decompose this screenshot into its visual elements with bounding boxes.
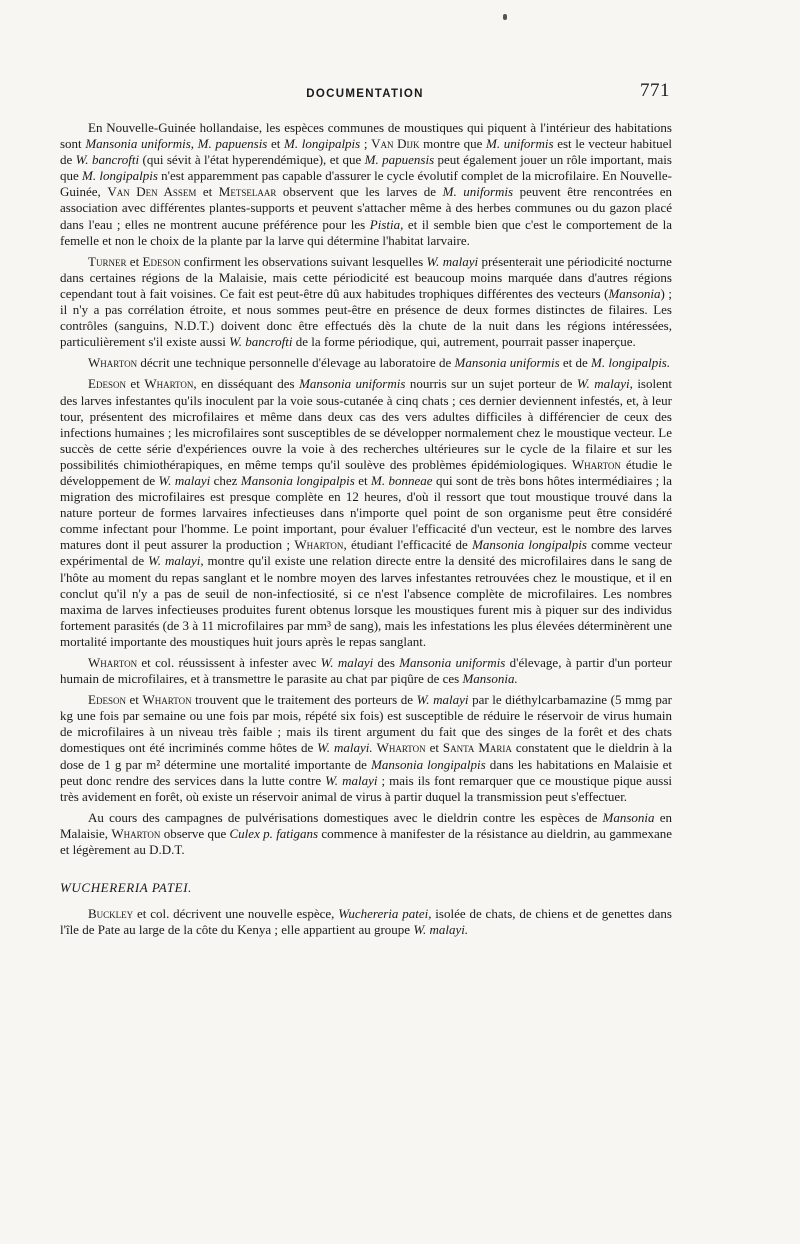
author-name: Edeson <box>88 376 126 392</box>
paragraph <box>60 355 672 371</box>
author-name: Wharton <box>88 655 138 670</box>
text-run: n'est apparemment pas capable d'assurer le cycle évolutif complet de la microfilaire. En Nouvelle-Guinée, <box>60 168 672 200</box>
text-run: et <box>354 472 372 488</box>
author-name: Turner <box>88 253 127 269</box>
author-name: Santa Maria <box>442 740 512 756</box>
author-name: Edeson <box>142 253 181 269</box>
italic-run: Mansonia uniformis, M. papuensis <box>85 136 268 152</box>
italic-run: Wuchereria patei, <box>338 906 432 922</box>
text-run: (qui sévit à l'état hyperendémique), et que <box>139 152 365 168</box>
running-head: DOCUMENTATION <box>306 88 424 100</box>
text-run: Au cours des campagnes de pulvérisations domestiques avec le dieldrin contre les espèces de <box>88 809 603 825</box>
text-run: ; <box>360 136 372 152</box>
text-run: En Nouvelle-Guinée hollandaise, les espèces communes de moustiques qui piquent à l'intérieur des habitations sont <box>60 120 672 152</box>
italic-run: W. malayi <box>576 376 630 392</box>
text-run: et <box>196 184 219 200</box>
text-run: isolée de chats, de chiens et de genettes dans l'île de Pate au large de la côte du Kenya ; elle appartient au groupe <box>60 906 672 938</box>
text-run: ) ; il n'y a pas corrélation étroite, et nous sommes peut-être en présence de deux formes distinctes de filaires. Les contrôles (sanguins, N.D.T.) doivent donc être effectués dès la chute de la nuit dans les régions intéressées, particulièrement s'il existe aussi <box>60 285 672 350</box>
text-run: chez <box>210 472 241 488</box>
text-run: et col. décrivent une nouvelle espèce, <box>133 906 339 922</box>
speck-mark <box>503 14 507 20</box>
italic-run: Mansonia <box>602 809 655 825</box>
italic-run: M. longipalpis <box>82 168 158 184</box>
italic-run: Mansonia uniformis <box>454 355 560 371</box>
body-text <box>60 120 672 943</box>
italic-run: Mansonia longipalpis <box>240 472 355 488</box>
italic-run: W. malayi <box>426 253 479 269</box>
author-name: Wharton <box>88 355 138 371</box>
text-run: trouvent que le traitement des porteurs de <box>191 692 417 708</box>
text-run: dans les habitations en Malaisie et peut donc rendre des services dans la lutte contre <box>60 756 672 788</box>
author-name: Metselaar <box>218 184 277 200</box>
text-run: est le vecteur habituel de <box>60 136 673 168</box>
author-name: Buckley <box>88 906 134 922</box>
main-paragraphs <box>60 120 672 858</box>
italic-run: Mansonia uniformis <box>299 376 406 392</box>
text-run: et col. réussissent à infester avec <box>137 655 321 670</box>
italic-run: W. bancrofti <box>75 152 140 168</box>
author-name: Van Dijk <box>371 136 420 152</box>
text-run: qui sont de très bons hôtes intermédiaires ; la migration des microfilaires est presque complète en 12 heures, d'où il ressort que tout moustique trouvé dans la nature porteur de formes larvaires infectieuses dans n'importe quel point de son organisme peut être considéré comme infectant pour l'homme. Le point important, pour évaluer l'efficacité d'un vecteur, est le nombre des larves matures dont il peut assurer la production ; <box>60 472 673 553</box>
italic-run: Mansonia uniformis <box>399 655 506 670</box>
text-run: , en disséquant des <box>193 376 300 392</box>
italic-run: Mansonia longipalpis <box>371 756 486 772</box>
author-name: Wharton <box>294 537 344 553</box>
italic-run: Culex p. fatigans <box>229 825 319 841</box>
text-run: , montre qu'il existe une relation directe entre la densité des microfilaires dans le sang de l'hôte au moment du repas sanglant et le nombre moyen des larves infestantes retrouvées chez le moustique, et il en conclut qu'il n'y a pas de seuil de non-infectiosité, si ce n'est l'absence complète de microfilaires. Les nombres maxima de larves infectieuses produites furent obtenus lorsque les moustiques furent mis à piquer sur des individus fortement parasités (de 3 à 11 microfilaires par mm³ de sang), mais les infestations les plus élevées déterminèrent une mortalité importante des moustiques huit jours après le repas sanglant. <box>60 553 672 649</box>
text-run: confirment les observations suivant lesquelles <box>180 253 427 269</box>
author-name: Wharton <box>144 376 194 392</box>
text-run: ; mais ils font remarquer que ce moustique pique aussi très avidement en forêt, où existe un réservoir animal de virus à partir duquel la transmission peut s'effectuer. <box>60 772 672 804</box>
text-run: comme vecteur expérimental de <box>60 537 672 569</box>
italic-run: W. malayi <box>158 472 211 488</box>
author-name: Edeson <box>88 692 126 708</box>
text-run: et de <box>559 355 592 371</box>
italic-run: Pistia, <box>369 216 404 232</box>
italic-run: M. uniformis <box>442 184 514 200</box>
text-run: et <box>267 136 285 152</box>
text-run: par le diéthylcarbamazine (5 mmg par kg une fois par semaine ou une fois par mois, répété six fois) est susceptible de réduire le réservoir de virus humain de microfilaires à un niveau très faible ; mais ils tirent argument du fait que des singes de la forêt et des chats domestiques ont été incriminés comme hôtes de <box>60 692 672 756</box>
text-run: , étudiant l'efficacité de <box>343 537 473 553</box>
paragraph <box>60 655 672 687</box>
italic-run: Mansonia longipalpis <box>472 537 587 553</box>
italic-run: W. malayi <box>416 692 469 708</box>
page-number: 771 <box>640 80 670 101</box>
italic-run: Mansonia. <box>462 671 518 687</box>
text-run: et <box>125 692 143 708</box>
section-paragraphs <box>60 906 672 938</box>
paragraph <box>60 120 672 249</box>
paragraph <box>60 692 672 805</box>
text-run: étudie le développement de <box>60 456 672 488</box>
text-run: constatent que le dieldrin à la dose de 1 g par m² détermine une mortalité importante de <box>60 740 673 772</box>
text-run: d'élevage, à partir d'un porteur humain de microfilaires, et à transmettre le parasite au chat par piqûre de ces <box>60 655 672 687</box>
text-run: en Malaisie, <box>60 809 672 841</box>
text-run: présenterait une périodicité nocturne dans certaines régions de la Malaisie, mais cette périodicité est beaucoup moins marquée dans d'autres régions cependant tout à fait voisines. Ce fait est peut-être dû aux habitudes trophiques différentes des vecteurs ( <box>60 253 672 301</box>
paragraph <box>60 906 672 938</box>
text-run: des <box>373 655 400 670</box>
italic-run: M. papuensis <box>364 152 435 168</box>
author-name: Wharton <box>142 692 192 708</box>
paragraph <box>60 254 672 351</box>
text-run: décrit une technique personnelle d'élevage au laboratoire de <box>137 355 455 371</box>
author-name: Wharton <box>111 825 161 841</box>
italic-run: M. uniformis <box>486 136 554 152</box>
italic-run: W. malayi <box>320 655 374 670</box>
paragraph <box>60 810 672 858</box>
italic-run: W. malayi <box>325 772 378 788</box>
text-run: nourris sur un sujet porteur de <box>405 376 577 392</box>
text-run: peuvent être rencontrées en association avec différentes plantes-supports et peuvent s'attacher même à des herbes communes ou du gazon placé dans l'eau ; elles ne montrent aucune préférence pour les <box>60 184 672 232</box>
author-name: Van Den Assem <box>107 184 197 200</box>
text-run: observent que les larves de <box>276 184 443 200</box>
text-run: , isolent des larves infestantes qu'ils inoculent par la voie sous-cutanée à cinq chats ; ces dernier deviennent infestés, et, à leur tour, présentent des microfilaires et même dans deux cas des vers adultes difficiles à différencier de ceux des infections humaines ; les microfilaires sont susceptibles de se développer normalement chez le moustique vecteur. Le succès de cette série d'expériences ouvre la voie à des recherches ultérieures sur le cycle de la filaire et sur les possibilités chimiothérapiques, en même temps qu'il soulève des problèmes épidémiologiques. <box>60 376 672 472</box>
italic-run: W. malayi <box>148 553 201 569</box>
text-run: commence à manifester de la résistance au dieldrin, au gammexane et légèrement au D.D.T. <box>60 825 672 858</box>
italic-run: W. malayi. <box>413 922 469 938</box>
italic-run: W. malayi. <box>317 740 373 756</box>
text-run: de la forme périodique, qui, autrement, pourrait passer inaperçue. <box>292 334 636 350</box>
text-run: peut également jouer un rôle important, mais que <box>60 152 672 184</box>
page-header <box>60 80 670 108</box>
text-run: et <box>425 740 443 756</box>
italic-run: Mansonia <box>608 285 661 301</box>
author-name: Wharton <box>376 740 426 756</box>
text-run: montre que <box>419 136 486 152</box>
section-heading: WUCHERERIA PATEI. <box>60 880 192 896</box>
italic-run: M. longipalpis. <box>591 355 671 371</box>
author-name: Wharton <box>571 456 621 472</box>
italic-run: M. longipalpis <box>284 136 361 152</box>
italic-run: M. bonneae <box>371 472 433 488</box>
text-run: et il semble bien que c'est le comportement de la femelle et non le choix de la plante par la larve qui détermine l'habitat larvaire. <box>60 216 672 248</box>
text-run: et <box>125 376 145 392</box>
italic-run: W. bancrofti <box>229 334 293 350</box>
text-run: observe que <box>160 825 230 841</box>
text-run: et <box>126 253 143 269</box>
paragraph <box>60 376 672 650</box>
